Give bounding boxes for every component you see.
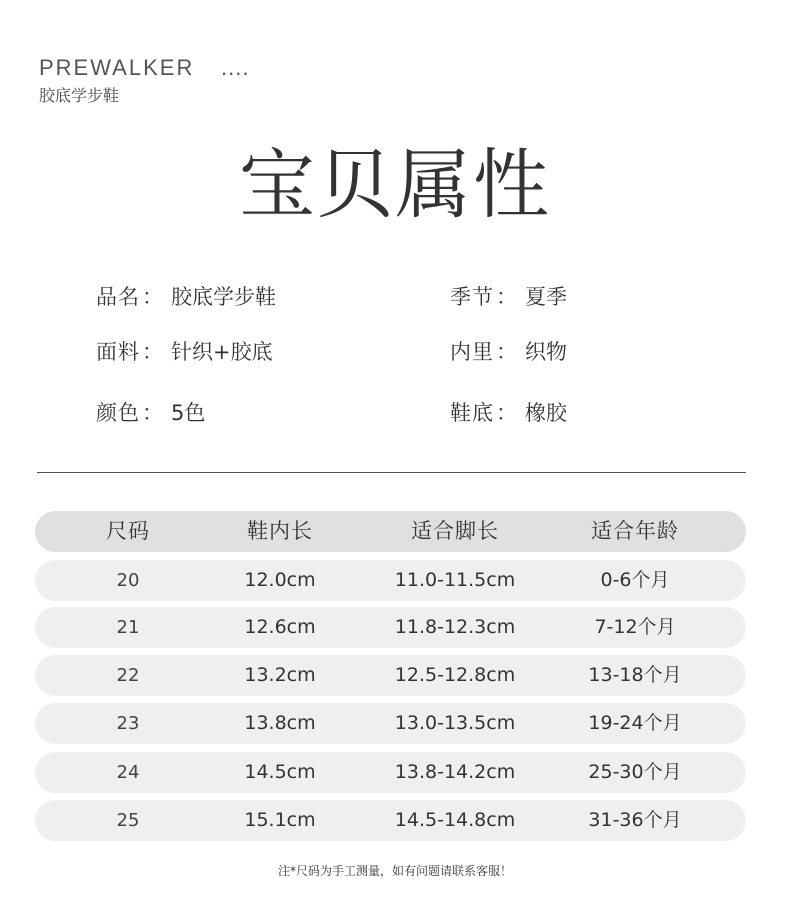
cell-inner-length: 12.0cm [244, 569, 316, 591]
cell-foot-length: 12.5-12.8cm [394, 664, 516, 686]
cell-size: 22 [116, 665, 140, 686]
attribute-season [450, 283, 567, 311]
cell-foot-length: 13.0-13.5cm [394, 712, 516, 734]
attribute-label: 颜色 [96, 401, 140, 425]
attribute-value: 夏季 [525, 285, 567, 309]
table-row [35, 560, 746, 601]
attribute-value: 织物 [525, 340, 567, 364]
cell-foot-length: 14.5-14.8cm [394, 809, 516, 831]
cell-size: 20 [116, 570, 140, 591]
attribute-separator: ： [142, 340, 163, 364]
cell-inner-length: 14.5cm [244, 761, 316, 783]
size-table-header [35, 511, 746, 552]
attribute-value: 胶底学步鞋 [171, 285, 276, 309]
attribute-label: 内里 [450, 340, 494, 364]
header-size: 尺码 [106, 519, 150, 543]
brand-name-en: PREWALKER [39, 55, 195, 80]
attribute-fabric [96, 338, 273, 366]
attribute-lining [450, 338, 567, 366]
table-row [35, 752, 746, 793]
attribute-color [96, 399, 205, 427]
cell-inner-length: 13.2cm [244, 664, 316, 686]
cell-age: 13-18个月 [588, 664, 682, 686]
brand-name-cn: 胶底学步鞋 [39, 86, 120, 105]
cell-age: 7-12个月 [594, 616, 676, 638]
attribute-separator: ： [496, 401, 517, 425]
attribute-value: 橡胶 [525, 401, 567, 425]
attribute-sole [450, 399, 567, 427]
cell-age: 0-6个月 [600, 569, 670, 591]
cell-age: 25-30个月 [588, 761, 682, 783]
attribute-label: 季节 [450, 285, 494, 309]
header-age: 适合年龄 [591, 519, 679, 543]
table-row [35, 703, 746, 744]
cell-inner-length: 13.8cm [244, 712, 316, 734]
table-row [35, 800, 746, 841]
table-row [35, 607, 746, 648]
attribute-label: 品名 [96, 285, 140, 309]
attribute-separator: ： [496, 340, 517, 364]
cell-inner-length: 12.6cm [244, 616, 316, 638]
table-row [35, 655, 746, 696]
cell-size: 24 [116, 762, 140, 783]
attribute-label: 鞋底 [450, 401, 494, 425]
cell-foot-length: 11.0-11.5cm [394, 569, 516, 591]
attribute-value: 5色 [171, 401, 206, 425]
attribute-separator: ： [142, 401, 163, 425]
attribute-separator: ： [496, 285, 517, 309]
page-title: 宝贝属性 [239, 140, 551, 229]
cell-size: 23 [116, 713, 140, 734]
attribute-value: 针织+胶底 [171, 340, 273, 364]
brand-dots: .... [221, 55, 250, 80]
cell-size: 21 [116, 617, 140, 638]
header-inner-length: 鞋内长 [247, 519, 313, 543]
header-foot-length: 适合脚长 [411, 519, 499, 543]
cell-age: 31-36个月 [588, 809, 682, 831]
attribute-label: 面料 [96, 340, 140, 364]
cell-age: 19-24个月 [588, 712, 682, 734]
cell-foot-length: 11.8-12.3cm [394, 616, 516, 638]
cell-size: 25 [116, 810, 140, 831]
cell-foot-length: 13.8-14.2cm [394, 761, 516, 783]
cell-inner-length: 15.1cm [244, 809, 316, 831]
footnote: 注*尺码为手工测量，如有问题请联系客服！ [277, 864, 512, 878]
divider [37, 472, 746, 473]
attribute-separator: ： [142, 285, 163, 309]
attribute-product-name [96, 283, 276, 311]
